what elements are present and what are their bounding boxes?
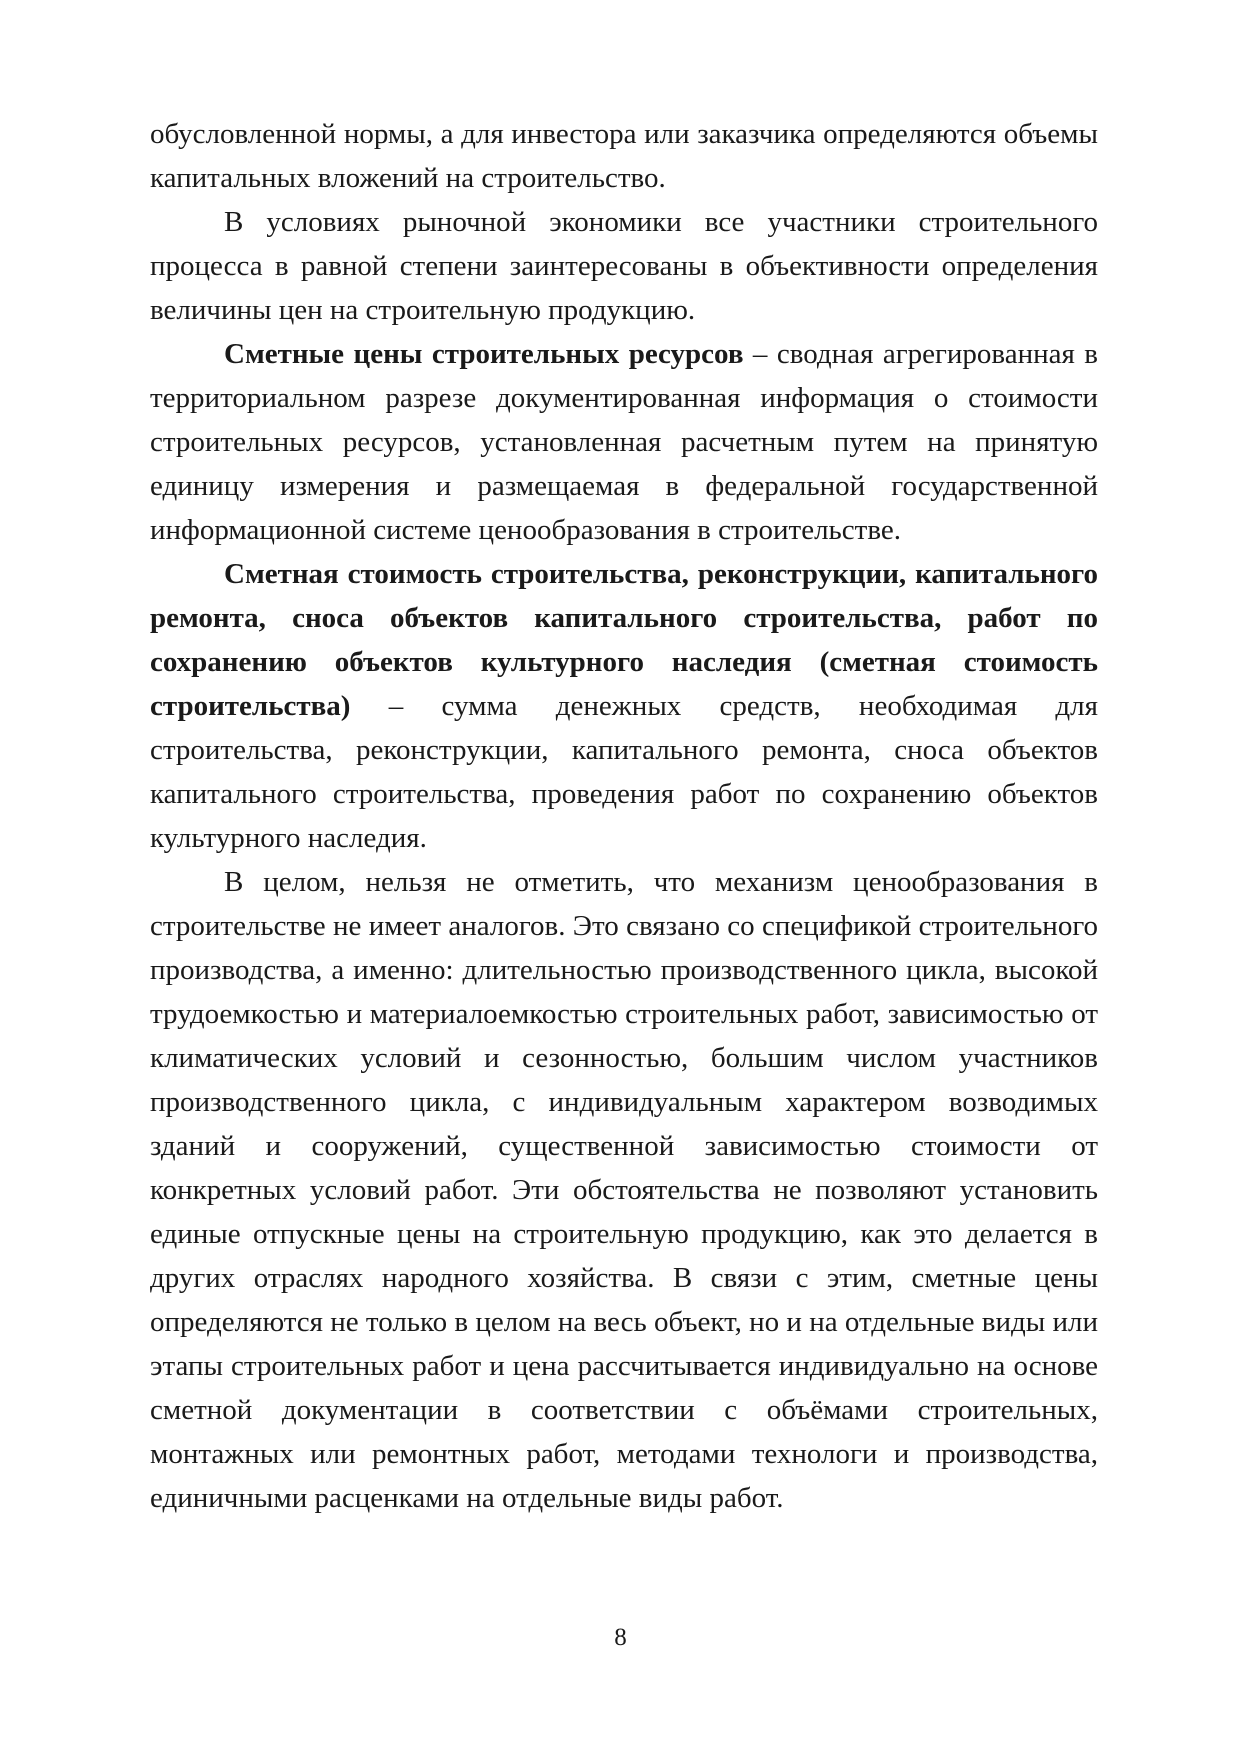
paragraph-text: обусловленной нормы, а для инвестора или заказчика определяются объемы капитальных вложений на строительство. <box>150 118 1098 194</box>
page-number: 8 <box>614 1624 627 1651</box>
paragraph-5 <box>150 860 1098 1520</box>
paragraph-text: В условиях рыночной экономики все участники строительного процесса в равной степени заинтересованы в объективности определения величины цен на строительную продукцию. <box>150 206 1098 326</box>
paragraph-text: – сумма денежных средств, необходимая для строительства, реконструкции, капитального ремонта, сноса объектов капитального строительства, проведения работ по сохранению объектов культурного наследия. <box>150 690 1098 854</box>
document-body <box>150 112 1098 1520</box>
paragraph-2 <box>150 200 1098 332</box>
defined-term: Сметная стоимость строительства, реконструкции, капитального ремонта, сноса объектов капитального строительства, работ по сохранению объектов культурного наследия (сметная стоимость строительства) <box>150 558 1098 722</box>
paragraph-text: В целом, нельзя не отметить, что механизм ценообразования в строительстве не имеет аналогов. Это связано со спецификой строительного производства, а именно: длительностью производственного цикла, высокой трудоемкостью и материалоемкостью строительных работ, зависимостью от климатических условий и сезонностью, большим числом участников производственного цикла, с индивидуальным характером возводимых зданий и сооружений, существенной зависимостью стоимости от конкретных условий работ. Эти обстоятельства не позволяют установить единые отпускные цены на строительную продукцию, как это делается в других отраслях народного хозяйства. В связи с этим, сметные цены определяются не только в целом на весь объект, но и на отдельные виды или этапы строительных работ и цена рассчитывается индивидуально на основе сметной документации в соответствии с объёмами строительных, монтажных или ремонтных работ, методами технологи и производства, единичными расценками на отдельные виды работ. <box>150 866 1098 1514</box>
defined-term: Сметные цены строительных ресурсов <box>224 338 744 370</box>
paragraph-text: – сводная агрегированная в территориальном разрезе документированная информация о стоимости строительных ресурсов, установленная расчетным путем на принятую единицу измерения и размещаемая в федеральной государственной информационной системе ценообразования в строительстве. <box>150 338 1098 546</box>
paragraph-1 <box>150 112 1098 200</box>
paragraph-4 <box>150 552 1098 860</box>
paragraph-3 <box>150 332 1098 552</box>
